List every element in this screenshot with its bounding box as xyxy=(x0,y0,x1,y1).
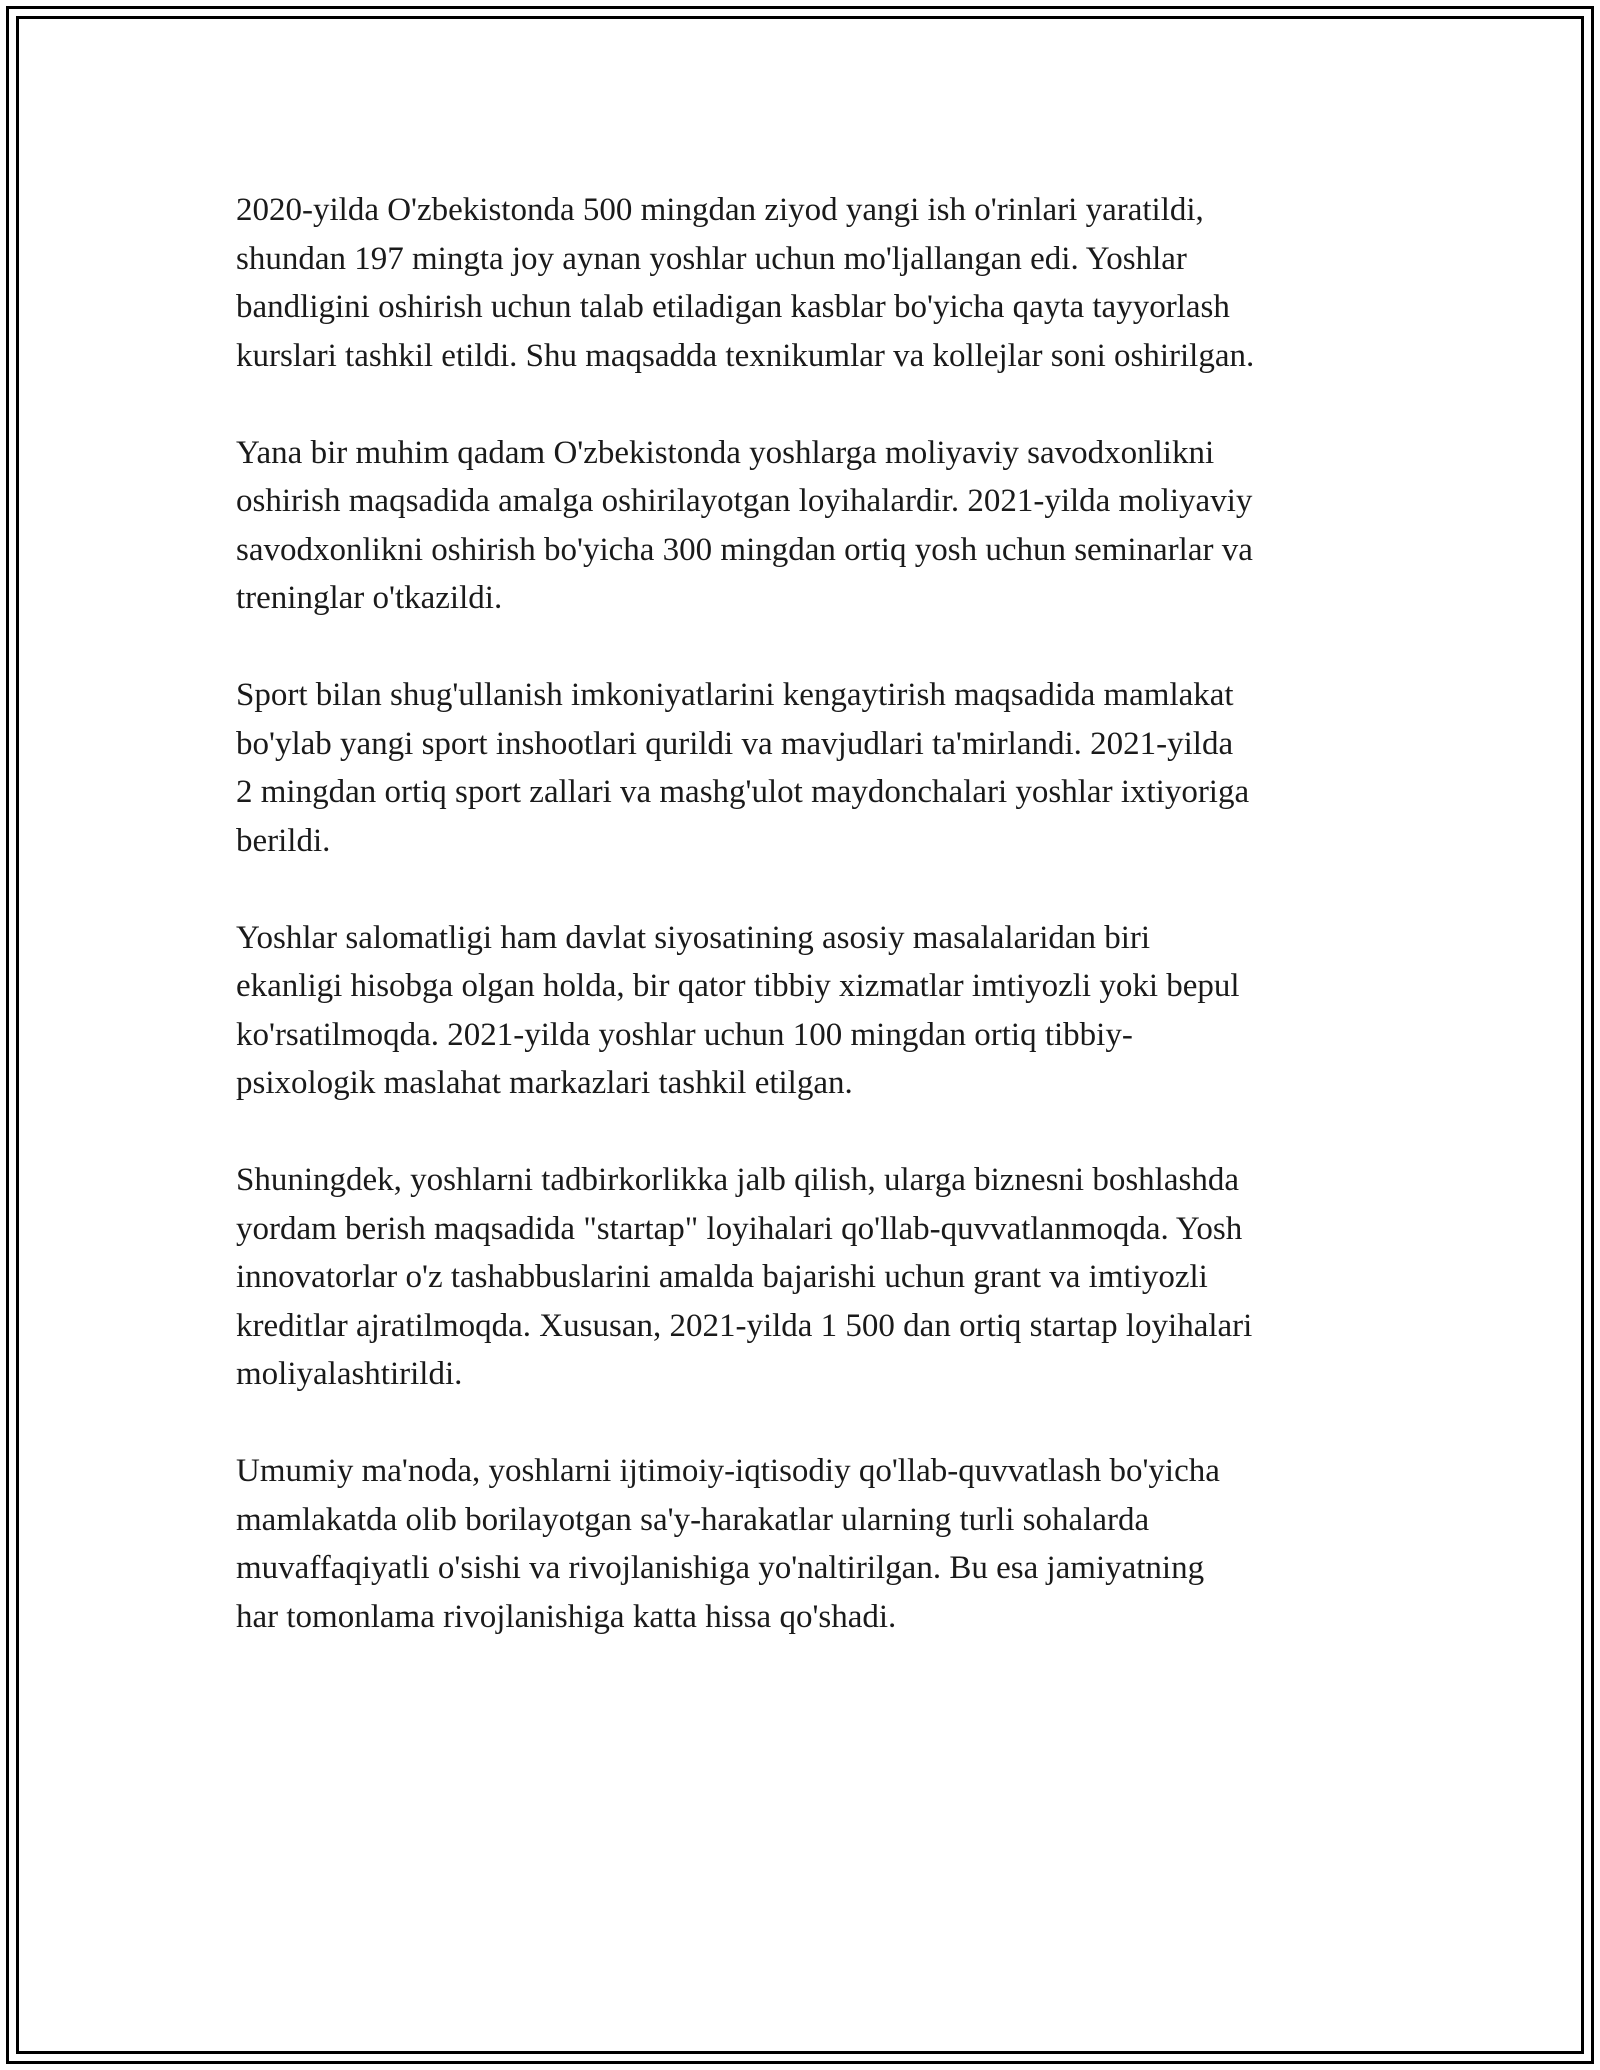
paragraph-financial-literacy: Yana bir muhim qadam O'zbekistonda yoshlarga moliyaviy savodxonlikni oshirish maqsadida amalga oshirilayotgan loyihalardir. 2021-yilda moliyaviy savodxonlikni oshirish bo'yicha 300 mingdan ortiq yosh uchun seminarlar va treninglar o'tkazildi. xyxy=(236,434,1253,616)
document-body xyxy=(236,186,1382,1690)
paragraph-startups: Shuningdek, yoshlarni tadbirkorlikka jalb qilish, ularga biznesni boshlashda yordam berish maqsadida "startap" loyihalari qo'llab-quvvatlanmoqda. Yosh innovatorlar o'z tashabbuslarini amalda bajarishi uchun grant va imtiyozli kreditlar ajratilmoqda. Xususan, 2021-yilda 1 500 dan ortiq startap loyihalari moliyalashtirildi. xyxy=(236,1162,1253,1392)
paragraph-jobs: 2020-yilda O'zbekistonda 500 mingdan ziyod yangi ish o'rinlari yaratildi, shundan 197 mingta joy aynan yoshlar uchun mo'ljallangan edi. Yoshlar bandligini oshirish uchun talab etiladigan kasblar bo'yicha qayta tayyorlash kurslari tashkil etildi. Shu maqsadda texnikumlar va kollejlar soni oshirilgan. xyxy=(236,192,1255,374)
paragraph-conclusion: Umumiy ma'noda, yoshlarni ijtimoiy-iqtisodiy qo'llab-quvvatlash bo'yicha mamlakatda olib borilayotgan sa'y-harakatlar ularning turli sohalarda muvaffaqiyatli o'sishi va rivojlanishiga yo'naltirilgan. Bu esa jamiyatning har tomonlama rivojlanishiga katta hissa qo'shadi. xyxy=(236,1453,1220,1635)
paragraph-sport: Sport bilan shug'ullanish imkoniyatlarini kengaytirish maqsadida mamlakat bo'ylab yangi sport inshootlari qurildi va mavjudlari ta'mirlandi. 2021-yilda 2 mingdan ortiq sport zallari va mashg'ulot maydonchalari yoshlar ixtiyoriga berildi. xyxy=(236,677,1250,859)
paragraph-health: Yoshlar salomatligi ham davlat siyosatining asosiy masalalaridan biri ekanligi hisobga olgan holda, bir qator tibbiy xizmatlar imtiyozli yoki bepul ko'rsatilmoqda. 2021-yilda yoshlar uchun 100 mingdan ortiq tibbiy- psixologik maslahat markazlari tashkil etilgan. xyxy=(236,919,1240,1101)
